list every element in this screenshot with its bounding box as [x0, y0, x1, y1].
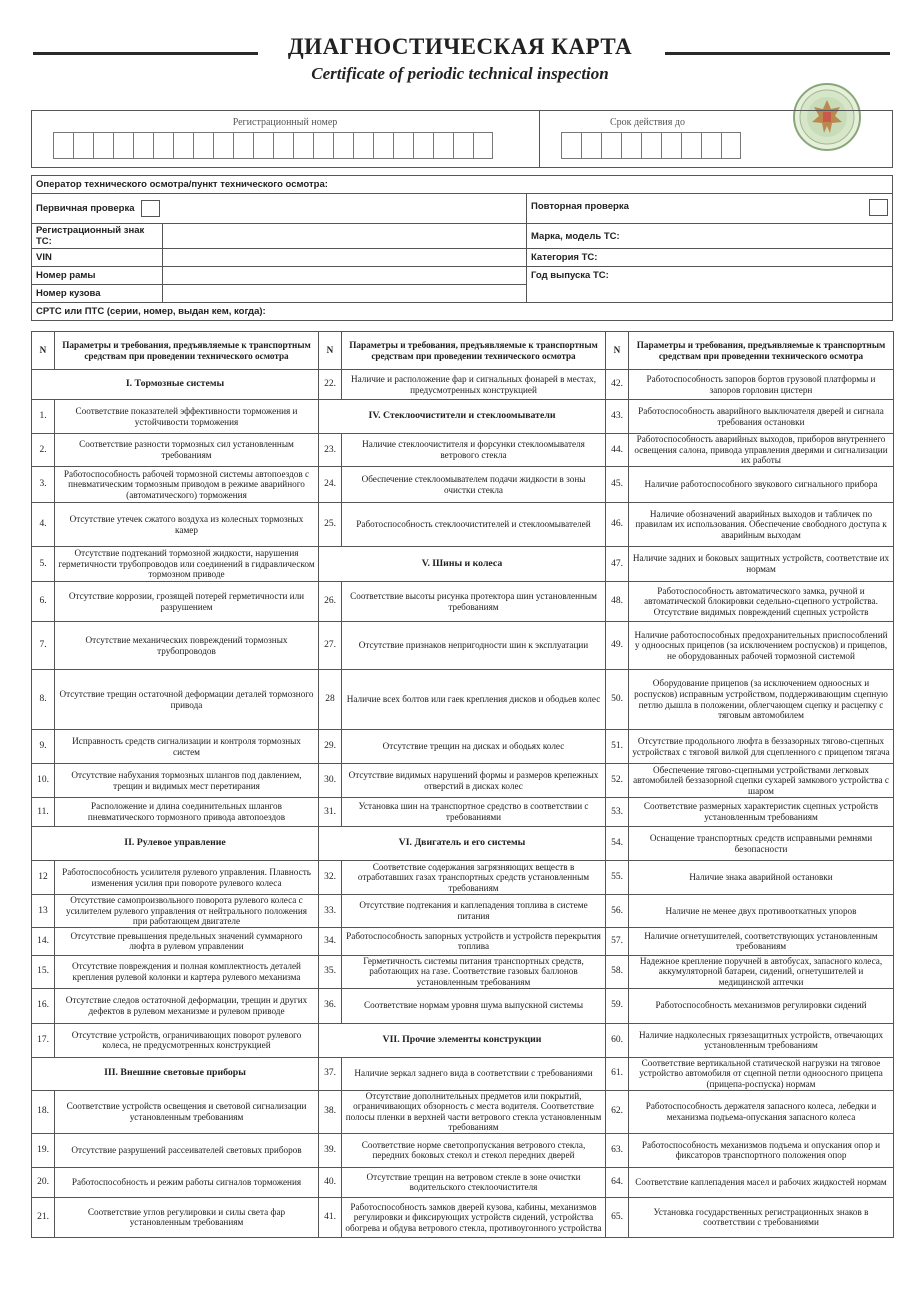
item-number: 44. [606, 434, 629, 467]
item-number: 19. [32, 1133, 55, 1167]
section-heading: III. Внешние световые приборы [32, 1057, 319, 1090]
item-requirement: Обеспечение стеклоомывателем подачи жидкости в зоны очистки стекла [342, 467, 606, 503]
table-row [32, 670, 894, 730]
item-number: 42. [606, 370, 629, 400]
page-subtitle: Certificate of periodic technical inspection [311, 64, 609, 83]
item-number: 55. [606, 861, 629, 895]
item-requirement: Надежное крепление поручней в автобусах, запасного колеса, аккумуляторной батареи, сидений, огнетушителей и медицинской аптечки [629, 955, 894, 988]
table-row [32, 764, 894, 798]
item-number: 4. [32, 503, 55, 547]
item-requirement: Наличие и расположение фар и сигнальных фонарей в местах, предусмотренных конструкцией [342, 370, 606, 400]
valid-until-label: Срок действия до [610, 117, 685, 128]
item-number: 11. [32, 798, 55, 827]
item-requirement: Наличие огнетушителей, соответствующих установленным требованиям [629, 927, 894, 955]
item-number: 57. [606, 927, 629, 955]
item-number: 10. [32, 764, 55, 798]
reg-sign-field[interactable] [163, 224, 527, 249]
item-requirement: Соответствие каплепадения масел и рабочих жидкостей нормам [629, 1167, 894, 1197]
item-requirement: Работоспособность и режим работы сигналов торможения [55, 1167, 319, 1197]
year-label: Год выпуска ТС: [527, 267, 893, 303]
col-param-2: Параметры и требования, предъявляемые к транспортным средствам при проведении технического осмотра [342, 332, 606, 370]
item-requirement: Соответствие углов регулировки и силы света фар установленным требованиям [55, 1197, 319, 1237]
item-requirement: Наличие работоспособных предохранительных приспособлений у одноосных прицепов (за исключением роспусков) и прицепов, не оборудованных рабочей тормозной системой [629, 622, 894, 670]
item-number: 6. [32, 582, 55, 622]
item-number: 8. [32, 670, 55, 730]
item-requirement: Отсутствие подтеканий тормозной жидкости, нарушения герметичности трубопроводов или соединений в гидравлическом тормозном приводе [55, 547, 319, 582]
section-heading: IV. Стеклоочистители и стеклоомыватели [319, 400, 606, 434]
item-requirement: Отсутствие коррозии, грозящей потерей герметичности или разрушением [55, 582, 319, 622]
item-requirement: Наличие всех болтов или гаек крепления дисков и ободьев колес [342, 670, 606, 730]
item-number: 35. [319, 955, 342, 988]
item-requirement: Установка шин на транспортное средство в соответствии с требованиями [342, 798, 606, 827]
table-row [32, 1090, 894, 1133]
item-number: 52. [606, 764, 629, 798]
item-requirement: Работоспособность усилителя рулевого управления. Плавность изменения усилия при повороте рулевого колеса [55, 861, 319, 895]
item-requirement: Наличие надколесных грязезащитных устройств, отвечающих установленным требованиям [629, 1023, 894, 1057]
table-row [32, 547, 894, 582]
item-requirement: Соответствие устройств освещения и световой сигнализации установленным требованиям [55, 1090, 319, 1133]
item-number: 49. [606, 622, 629, 670]
item-requirement: Соответствие вертикальной статической нагрузки на тяговое устройство автомобиля от сцепной петли одноосного прицепа (прицепа-роспуска) нормам [629, 1057, 894, 1090]
table-row [32, 467, 894, 503]
item-number: 39. [319, 1133, 342, 1167]
item-number: 1. [32, 400, 55, 434]
item-number: 38. [319, 1090, 342, 1133]
table-row [32, 988, 894, 1023]
col-n-3: N [606, 332, 629, 370]
body-field[interactable] [163, 285, 527, 303]
item-requirement: Соответствие нормам уровня шума выпускной системы [342, 988, 606, 1023]
item-requirement: Оснащение транспортных средств исправными ремнями безопасности [629, 827, 894, 861]
item-requirement: Отсутствие набухания тормозных шлангов под давлением, трещин и видимых мест перетирания [55, 764, 319, 798]
item-number: 16. [32, 988, 55, 1023]
item-requirement: Соответствие норме светопропускания ветрового стекла, передних боковых стекол и стекол передних дверей [342, 1133, 606, 1167]
item-number: 61. [606, 1057, 629, 1090]
item-number: 2. [32, 434, 55, 467]
item-number: 51. [606, 730, 629, 764]
item-number: 34. [319, 927, 342, 955]
table-row [32, 895, 894, 928]
item-requirement: Наличие зеркал заднего вида в соответствии с требованиями [342, 1057, 606, 1090]
repeat-check-label: Повторная проверка [531, 201, 629, 212]
item-requirement: Работоспособность держателя запасного колеса, лебедки и механизма подъема-опускания запасного колеса [629, 1090, 894, 1133]
item-requirement: Наличие обозначений аварийных выходов и табличек по правилам их использования. Обеспечение свободного доступа к аварийным выходам [629, 503, 894, 547]
item-number: 3. [32, 467, 55, 503]
primary-check-label: Первичная проверка [36, 203, 135, 215]
item-number: 5. [32, 547, 55, 582]
table-row [32, 622, 894, 670]
item-number: 50. [606, 670, 629, 730]
item-requirement: Оборудование прицепов (за исключением одноосных и роспусков) исправным устройством, поддерживающим сцепную петлю дышла в положении, облегчающем сцепку и расцепку с тяговым автомобилем [629, 670, 894, 730]
table-row [32, 1023, 894, 1057]
frame-label: Номер рамы [32, 267, 163, 285]
item-requirement: Соответствие содержания загрязняющих веществ в отработавших газах транспортных средств установленным требованиям [342, 861, 606, 895]
item-number: 46. [606, 503, 629, 547]
item-requirement: Расположение и длина соединительных шлангов пневматического тормозного привода автопоездов [55, 798, 319, 827]
item-requirement: Работоспособность аварийных выходов, приборов внутреннего освещения салона, привода управления дверями и сигнализации их работы [629, 434, 894, 467]
item-number: 23. [319, 434, 342, 467]
table-row [32, 955, 894, 988]
table-row [32, 503, 894, 547]
item-requirement: Установка государственных регистрационных знаков в соответствии с требованиями [629, 1197, 894, 1237]
item-number: 7. [32, 622, 55, 670]
item-requirement: Отсутствие утечек сжатого воздуха из колесных тормозных камер [55, 503, 319, 547]
repeat-check-checkbox[interactable] [869, 199, 888, 216]
item-requirement: Отсутствие трещин на ветровом стекле в зоне очистки водительского стеклоочистителя [342, 1167, 606, 1197]
item-requirement: Наличие стеклоочистителя и форсунки стеклоомывателя ветрового стекла [342, 434, 606, 467]
item-requirement: Соответствие высоты рисунка протектора шин установленным требованиям [342, 582, 606, 622]
item-requirement: Отсутствие превышения предельных значений суммарного люфта в рулевом управлении [55, 927, 319, 955]
srts-label: СРТС или ПТС (серии, номер, выдан кем, когда): [32, 303, 893, 321]
item-number: 58. [606, 955, 629, 988]
item-number: 47. [606, 547, 629, 582]
item-requirement: Наличие не менее двух противооткатных упоров [629, 895, 894, 928]
section-heading: VII. Прочие элементы конструкции [319, 1023, 606, 1057]
item-number: 24. [319, 467, 342, 503]
section-heading: II. Рулевое управление [32, 827, 319, 861]
item-number: 14. [32, 927, 55, 955]
vin-field[interactable] [163, 249, 527, 267]
item-number: 64. [606, 1167, 629, 1197]
item-requirement: Соответствие разности тормозных сил установленным требованиям [55, 434, 319, 467]
primary-check [32, 194, 527, 224]
item-requirement: Отсутствие повреждения и полная комплектность деталей крепления рулевой колонки и картера рулевого механизма [55, 955, 319, 988]
item-number: 26. [319, 582, 342, 622]
item-number: 33. [319, 895, 342, 928]
item-requirement: Соответствие показателей эффективности торможения и устойчивости торможения [55, 400, 319, 434]
item-requirement: Работоспособность аварийного выключателя дверей и сигнала требования остановки [629, 400, 894, 434]
item-requirement: Наличие знака аварийной остановки [629, 861, 894, 895]
item-requirement: Работоспособность запорных устройств и устройств перекрытия топлива [342, 927, 606, 955]
item-number: 59. [606, 988, 629, 1023]
table-row [32, 400, 894, 434]
reg-sign-label: Регистрационный знак ТС: [32, 224, 163, 249]
item-number: 13 [32, 895, 55, 928]
item-number: 9. [32, 730, 55, 764]
primary-check-checkbox[interactable] [141, 200, 160, 217]
vin-label: VIN [32, 249, 163, 267]
item-requirement: Наличие задних и боковых защитных устройств, соответствие их нормам [629, 547, 894, 582]
item-requirement: Отсутствие признаков непригодности шин к эксплуатации [342, 622, 606, 670]
table-row [32, 861, 894, 895]
table-row [32, 798, 894, 827]
inspection-table [31, 331, 894, 1238]
item-number: 17. [32, 1023, 55, 1057]
table-row [32, 434, 894, 467]
section-heading: I. Тормозные системы [32, 370, 319, 400]
item-requirement: Отсутствие дополнительных предметов или покрытий, ограничивающих обзорность с места водителя. Соответствие полосы пленки в верхней части ветрового стекла установленным требованиям [342, 1090, 606, 1133]
item-number: 12 [32, 861, 55, 895]
col-param-1: Параметры и требования, предъявляемые к транспортным средствам при проведении технического осмотра [55, 332, 319, 370]
item-requirement: Отсутствие механических повреждений тормозных трубопроводов [55, 622, 319, 670]
item-number: 20. [32, 1167, 55, 1197]
reg-number-field[interactable] [53, 132, 493, 159]
section-heading: VI. Двигатель и его системы [319, 827, 606, 861]
category-label: Категория ТС: [527, 249, 893, 267]
item-requirement: Отсутствие подтекания и каплепадения топлива в системе питания [342, 895, 606, 928]
item-number: 21. [32, 1197, 55, 1237]
item-requirement: Исправность средств сигнализации и контроля тормозных систем [55, 730, 319, 764]
item-number: 27. [319, 622, 342, 670]
table-row [32, 582, 894, 622]
item-number: 65. [606, 1197, 629, 1237]
item-number: 25. [319, 503, 342, 547]
item-requirement: Отсутствие устройств, ограничивающих поворот рулевого колеса, не предусмотренных конструкцией [55, 1023, 319, 1057]
item-number: 29. [319, 730, 342, 764]
item-number: 31. [319, 798, 342, 827]
item-number: 53. [606, 798, 629, 827]
item-number: 15. [32, 955, 55, 988]
item-number: 62. [606, 1090, 629, 1133]
item-requirement: Работоспособность запоров бортов грузовой платформы и запоров горловин цистерн [629, 370, 894, 400]
item-number: 60. [606, 1023, 629, 1057]
section-heading: V. Шины и колеса [319, 547, 606, 582]
item-requirement: Герметичность системы питания транспортных средств, работающих на газе. Соответствие газовых баллонов установленным требованиям [342, 955, 606, 988]
vehicle-info-table [31, 175, 893, 321]
item-number: 63. [606, 1133, 629, 1167]
reg-number-label: Регистрационный номер [232, 117, 338, 128]
item-requirement: Обеспечение тягово-сцепными устройствами легковых автомобилей беззазорной сцепки сухарей замкового устройства с шаром [629, 764, 894, 798]
table-row [32, 1057, 894, 1090]
table-row [32, 827, 894, 861]
item-requirement: Отсутствие видимых нарушений формы и размеров крепежных отверстий в дисках колес [342, 764, 606, 798]
table-row [32, 370, 894, 400]
table-header-row [32, 332, 894, 370]
repeat-check [527, 194, 893, 224]
item-requirement: Отсутствие трещин на дисках и ободьях колес [342, 730, 606, 764]
item-number: 37. [319, 1057, 342, 1090]
col-n-1: N [32, 332, 55, 370]
item-requirement: Работоспособность механизмов регулировки сидений [629, 988, 894, 1023]
item-number: 41. [319, 1197, 342, 1237]
item-number: 48. [606, 582, 629, 622]
item-number: 56. [606, 895, 629, 928]
item-number: 28 [319, 670, 342, 730]
valid-until-field[interactable] [561, 132, 741, 159]
item-number: 36. [319, 988, 342, 1023]
item-requirement: Работоспособность стеклоочистителей и стеклоомывателей [342, 503, 606, 547]
table-row [32, 927, 894, 955]
table-row [32, 1167, 894, 1197]
item-number: 32. [319, 861, 342, 895]
col-n-2: N [319, 332, 342, 370]
item-requirement: Отсутствие продольного люфта в беззазорных тягово-сцепных устройствах с тяговой вилкой для сцепленного с прицепом тягача [629, 730, 894, 764]
item-number: 18. [32, 1090, 55, 1133]
item-requirement: Отсутствие следов остаточной деформации, трещин и других дефектов в рулевом механизме и рулевом приводе [55, 988, 319, 1023]
item-requirement: Отсутствие трещин остаточной деформации деталей тормозного привода [55, 670, 319, 730]
item-number: 43. [606, 400, 629, 434]
item-requirement: Работоспособность автоматического замка, ручной и автоматической блокировки седельно-сцепного устройства. Отсутствие видимых повреждений сцепных устройств [629, 582, 894, 622]
item-requirement: Отсутствие самопроизвольного поворота рулевого колеса с усилителем рулевого управления от нейтрального положения при работающем двигателе [55, 895, 319, 928]
page-title: ДИАГНОСТИЧЕСКАЯ КАРТА [287, 34, 633, 59]
item-requirement: Наличие работоспособного звукового сигнального прибора [629, 467, 894, 503]
table-row [32, 730, 894, 764]
operator-label: Оператор технического осмотра/пункт технического осмотра: [32, 176, 893, 194]
item-number: 22. [319, 370, 342, 400]
item-requirement: Соответствие размерных характеристик сцепных устройств установленным требованиям [629, 798, 894, 827]
make-model-label: Марка, модель ТС: [527, 224, 893, 249]
body-label: Номер кузова [32, 285, 163, 303]
item-number: 40. [319, 1167, 342, 1197]
col-param-3: Параметры и требования, предъявляемые к транспортным средствам при проведении технического осмотра [629, 332, 894, 370]
item-number: 54. [606, 827, 629, 861]
table-row [32, 1197, 894, 1237]
item-number: 45. [606, 467, 629, 503]
item-requirement: Работоспособность замков дверей кузова, кабины, механизмов регулировки и фиксирующих устройств сидений, устройства обогрева и обдува ветрового стекла, противоугонного устройства [342, 1197, 606, 1237]
item-requirement: Работоспособность механизмов подъема и опускания опор и фиксаторов транспортного положения опор [629, 1133, 894, 1167]
table-row [32, 1133, 894, 1167]
item-requirement: Работоспособность рабочей тормозной системы автопоездов с пневматическим тормозным приводом в режиме аварийного (автоматического) торможения [55, 467, 319, 503]
item-requirement: Отсутствие разрушений рассеивателей световых приборов [55, 1133, 319, 1167]
frame-field[interactable] [163, 267, 527, 285]
item-number: 30. [319, 764, 342, 798]
